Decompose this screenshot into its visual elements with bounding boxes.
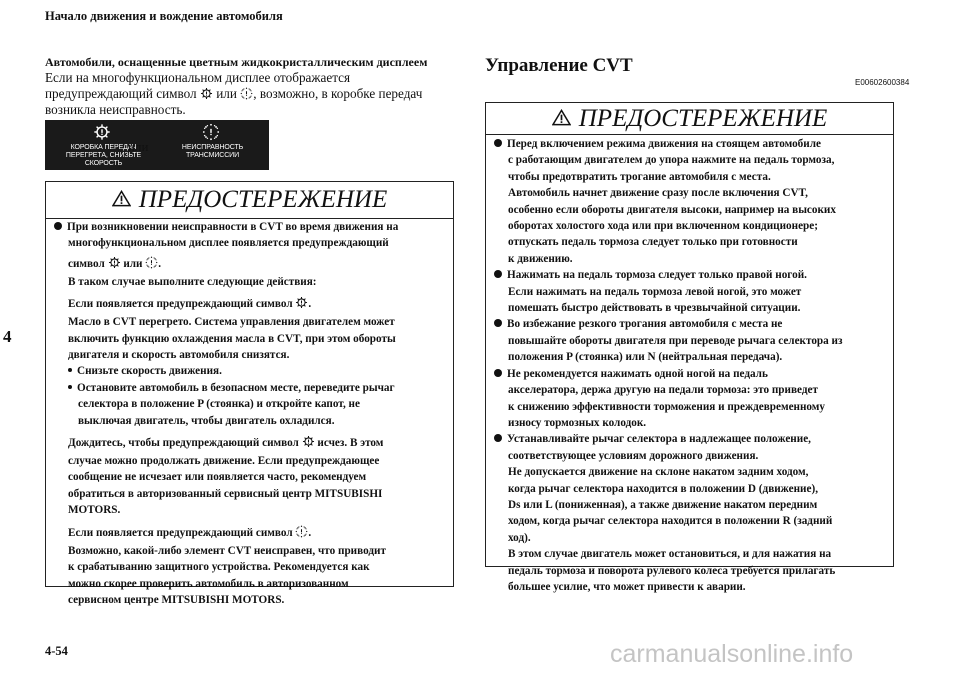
display-or-label: или [128, 139, 149, 154]
warning-line: соответствующее условиям дорожного движения. [508, 449, 759, 462]
warning-line: включить функцию охлаждения масла в CVT, при этом обороты [68, 332, 396, 345]
warning-line: Если нажимать на педаль тормоза левой ногой, это может [508, 285, 802, 298]
warning-line: случае можно продолжать движение. Если предупреждающее [68, 455, 380, 468]
warning-line: двигателя и скорость автомобиля снизятся. [68, 349, 290, 362]
warning-line: Масло в CVT перегрето. Система управления двигателем может [68, 316, 395, 329]
warning-line: Если появляется предупреждающий символ . [68, 526, 312, 539]
warning-line: Перед включением режима движения на стоящем автомобиле [494, 136, 890, 152]
warning-line: большее усилие, что может привести к аварии. [508, 580, 746, 593]
warning-line: особенно если обороты двигателя высоки, например на высоких [508, 203, 836, 216]
warning-line: Остановите автомобиль в безопасном месте, переведите рычаг [54, 380, 450, 396]
warning-line: Не допускается движение на склоне накатом задним ходом, [508, 466, 809, 479]
warning-line: к движению. [508, 252, 573, 265]
warning-line: Ds или L (пониженная), а также движение накатом передним [508, 498, 818, 511]
warning-line: При возникновении неисправности в CVT во время движения на [54, 219, 450, 235]
warning-triangle-icon [552, 109, 571, 126]
gear-dotted-warning-icon [202, 123, 220, 141]
intro-paragraph [45, 70, 455, 118]
warning-line: акселератора, держа другую на педали тормоза: это приведет [508, 384, 818, 397]
warning-line: ходом, когда рычаг селектора находится в положении R (задний [508, 515, 833, 528]
warning-line: Дождитесь, чтобы предупреждающий символ исчез. В этом [68, 437, 384, 450]
warning-title [46, 186, 453, 214]
warning-body [54, 219, 450, 608]
bullet-icon [494, 369, 502, 377]
intro-line-1: Если на многофункциональном дисплее отображается [45, 70, 351, 85]
warning-line: В этом случае двигатель может остановиться, и для нажатия на [508, 548, 832, 561]
display-overheat-text: КОРОБКА ПЕРЕДАЧ ПЕРЕГРЕТА, СНИЗЬТЕ СКОРОСТЬ [65, 144, 142, 167]
warning-line: В таком случае выполните следующие действия: [68, 275, 317, 288]
gear-warning-icon [108, 256, 121, 269]
warning-line: сервисном центре MITSUBISHI MOTORS. [68, 593, 285, 606]
page-header: Начало движения и вождение автомобиля [45, 9, 283, 23]
bullet-icon [54, 222, 62, 230]
gear-warning-icon [93, 123, 111, 141]
display-malfunction-text: НЕИСПРАВНОСТЬ ТРАНСМИССИИ [181, 144, 244, 159]
intro-text-b: , возможно, в коробке передач [253, 86, 423, 101]
gear-dotted-warning-icon [295, 525, 308, 538]
warning-line: Во избежание резкого трогания автомобиля с места не [494, 316, 890, 332]
page-number: 4-54 [45, 644, 68, 658]
chapter-tab: 4 [3, 327, 12, 346]
bullet-icon [494, 139, 502, 147]
bullet-icon [494, 270, 502, 278]
warning-line: Возможно, какой-либо элемент CVT неисправен, что приводит [68, 544, 386, 557]
warning-line: чтобы предотвратить трогание автомобиля с места. [508, 170, 771, 183]
warning-line: выключая двигатель, чтобы двигатель охладился. [78, 414, 335, 427]
warning-line: можно скорее проверить автомобиль в авторизованном [68, 577, 349, 590]
gear-warning-icon [200, 87, 213, 100]
warning-line: обратиться в авторизованный сервисный центр MITSUBISHI [68, 487, 383, 500]
warning-line: помешать быстро действовать в чрезвычайной ситуации. [508, 302, 801, 315]
warning-line: селектора в положение P (стоянка) и откройте капот, не [78, 398, 360, 411]
warning-line: символ или . [68, 257, 162, 270]
warning-line: положения P (стоянка) или N (нейтральная передача). [508, 351, 783, 364]
section-heading: Управление CVT [485, 55, 633, 76]
warning-line: сообщение не исчезает или появляется часто, рекомендуем [68, 471, 367, 484]
document-code: E00602600384 [855, 78, 910, 87]
warning-line: MOTORS. [68, 504, 121, 517]
intro-or: или [216, 86, 237, 101]
warning-line: Устанавливайте рычаг селектора в надлежащее положение, [494, 431, 890, 447]
bullet-icon [494, 319, 502, 327]
left-warning-box [45, 181, 454, 606]
warning-line: оборотах холостого хода или при включенном кондиционере; [508, 220, 818, 233]
warning-body [494, 136, 890, 595]
warning-line: Автомобиль начнет движение сразу после включения CVT, [508, 187, 808, 200]
display-malfunction-panel [154, 120, 269, 170]
warning-line: педаль тормоза и поворота рулевого колеса требуется прилагать [508, 564, 836, 577]
warning-triangle-icon [112, 190, 131, 207]
warning-line: к срабатыванию защитного устройства. Рекомендуется как [68, 561, 370, 574]
warning-divider [486, 134, 893, 135]
warning-line: Снизьте скорость движения. [54, 363, 450, 379]
sub-bullet-icon [68, 368, 72, 372]
warning-title [486, 105, 893, 133]
warning-title-text: ПРЕДОСТЕРЕЖЕНИЕ [138, 186, 388, 213]
warning-line: Не рекомендуется нажимать одной ногой на педаль [494, 366, 890, 382]
warning-line: ход). [508, 531, 531, 544]
warning-line: износу тормозных колодок. [508, 416, 647, 429]
warning-line: отпускать педаль тормоза следует только при готовности [508, 236, 798, 249]
warning-line: когда рычаг селектора находится в положении D (движение), [508, 482, 818, 495]
sub-bullet-icon [68, 385, 72, 389]
warning-line: повышайте обороты двигателя при переводе рычага селектора из [508, 334, 843, 347]
warning-line: Нажимать на педаль тормоза следует только правой ногой. [494, 267, 890, 283]
gear-warning-icon [295, 296, 308, 309]
right-warning-box [485, 102, 894, 593]
intro-line-3: возникла неисправность. [45, 102, 186, 117]
warning-line: Если появляется предупреждающий символ . [68, 298, 312, 311]
warning-line: с работающим двигателем до упора нажмите на педаль тормоза, [508, 154, 835, 167]
warning-line: многофункциональном дисплее появляется предупреждающий [68, 237, 389, 250]
intro-text-a: предупреждающий символ [45, 86, 197, 101]
gear-dotted-warning-icon [240, 87, 253, 100]
watermark: carmanualsonline.info [610, 640, 854, 668]
warning-title-text: ПРЕДОСТЕРЕЖЕНИЕ [578, 105, 828, 132]
gear-dotted-warning-icon [145, 256, 158, 269]
intro-line-2 [45, 86, 455, 102]
bullet-icon [494, 434, 502, 442]
section-subheading: Автомобили, оснащенные цветным жидкокристаллическим дисплеем [45, 55, 428, 69]
gear-warning-icon [302, 435, 315, 448]
warning-line: к снижению эффективности торможения и преждевременному [508, 400, 826, 413]
